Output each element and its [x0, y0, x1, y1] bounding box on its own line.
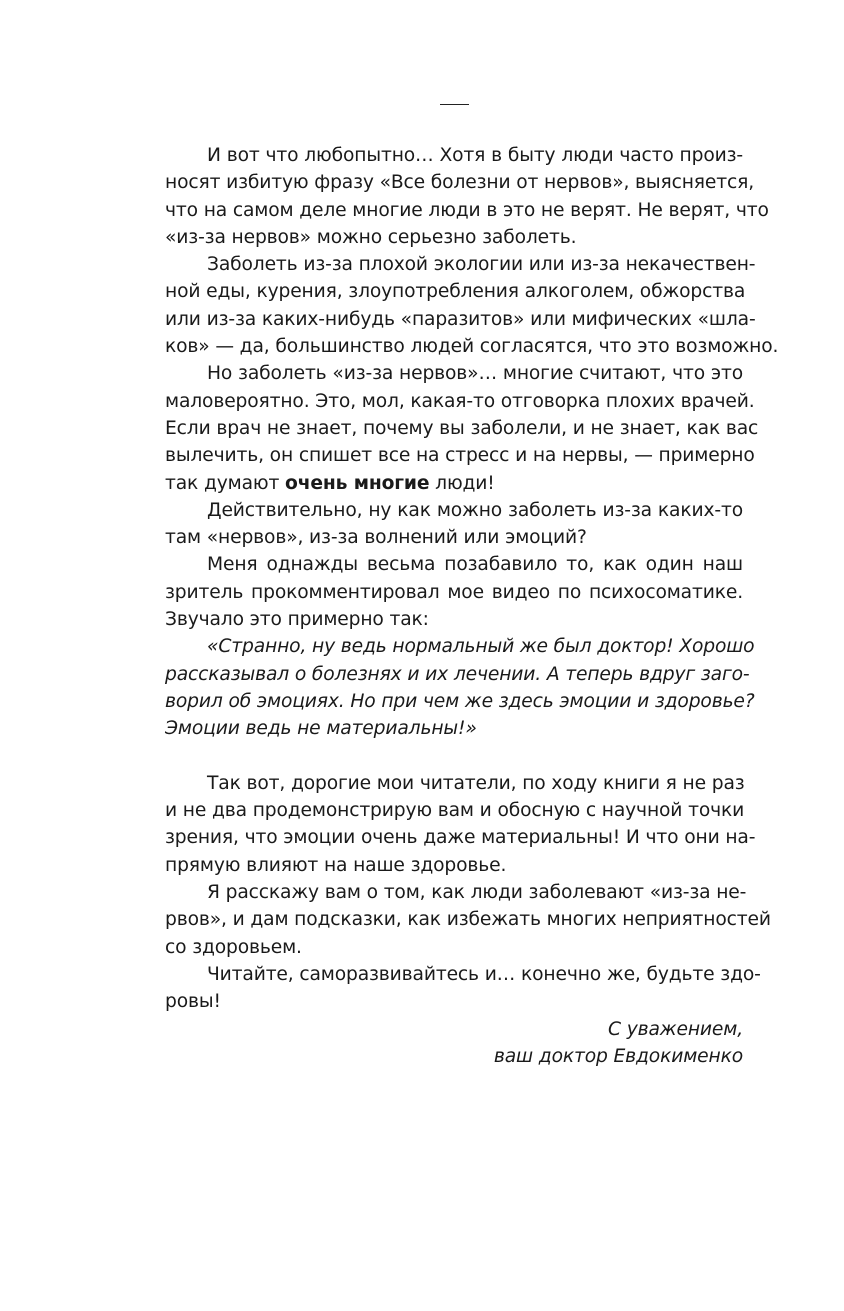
text-line: вылечить, он спишет все на стресс и на нервы, — примерно [165, 445, 755, 467]
text-line: рвов», и дам подсказки, как избежать многих неприятностей [165, 909, 771, 931]
quote-line: «Странно, ну ведь нормальный же был доктор! Хорошо [207, 636, 755, 658]
text-line: «из-за нервов» можно серьезно заболеть. [165, 226, 577, 248]
header-rule [440, 104, 469, 105]
text-line: ной еды, курения, злоупотребления алкоголем, обжорства [165, 281, 746, 303]
text-line: там «нервов», из-за волнений или эмоций? [165, 527, 587, 549]
signature-greeting: С уважением, [608, 1018, 743, 1040]
text-line: зрения, что эмоции очень даже материальны! И что они на- [165, 827, 756, 849]
blank-line [165, 743, 743, 770]
text-line: носят избитую фразу «Все болезни от нервов», выясняется, [165, 172, 754, 194]
text-line: прямую влияют на наше здоровье. [165, 854, 507, 876]
text-line: маловероятно. Это, мол, какая-то отговорка плохих врачей. [165, 390, 755, 412]
text-line: Действительно, ну как можно заболеть из-за каких-то [207, 499, 743, 521]
signature-author: ваш доктор Евдокименко [493, 1045, 743, 1067]
bold-phrase: очень многие [285, 472, 430, 494]
text-line: зритель прокомментировал мое видео по психосоматике. [165, 581, 743, 603]
text-line: Если врач не знает, почему вы заболели, и не знает, как вас [165, 417, 759, 439]
text-line: ровы! [165, 991, 221, 1013]
text-line: Я расскажу вам о том, как люди заболевают «из-за не- [207, 882, 747, 904]
text-segment: люди! [429, 472, 495, 494]
text-line: Звучало это примерно так: [165, 609, 429, 631]
text-line: И вот что любопытно… Хотя в быту люди часто произ- [207, 145, 743, 166]
quote-line: Эмоции ведь не материальны!» [165, 718, 477, 740]
text-line: Меня однажды весьма позабавило то, как один наш [207, 554, 743, 576]
text-line: что на самом деле многие люди в это не верят. Не верят, что [165, 199, 769, 221]
text-line: Читайте, саморазвивайтесь и… конечно же, будьте здо- [207, 963, 761, 985]
text-line: Заболеть из-за плохой экологии или из-за некачествен- [207, 254, 756, 276]
body-text [165, 142, 779, 1070]
text-line: Но заболеть «из-за нервов»… многие считают, что это [207, 363, 743, 385]
text-line: со здоровьем. [165, 936, 302, 958]
text-line-bold [165, 470, 743, 497]
text-line: или из-за каких-нибудь «паразитов» или мифических «шла- [165, 308, 756, 330]
quote-line: рассказывал о болезнях и их лечении. А теперь вдруг заго- [165, 663, 750, 685]
text-line: Так вот, дорогие мои читатели, по ходу книги я не раз [207, 772, 745, 794]
text-line: ков» — да, большинство людей согласятся, что это возможно. [165, 336, 779, 358]
text-segment: так думают [165, 472, 286, 494]
text-line: и не два продемонстрирую вам и обосную с научной точки [165, 800, 745, 822]
quote-line: ворил об эмоциях. Но при чем же здесь эмоции и здоровье? [165, 690, 755, 712]
